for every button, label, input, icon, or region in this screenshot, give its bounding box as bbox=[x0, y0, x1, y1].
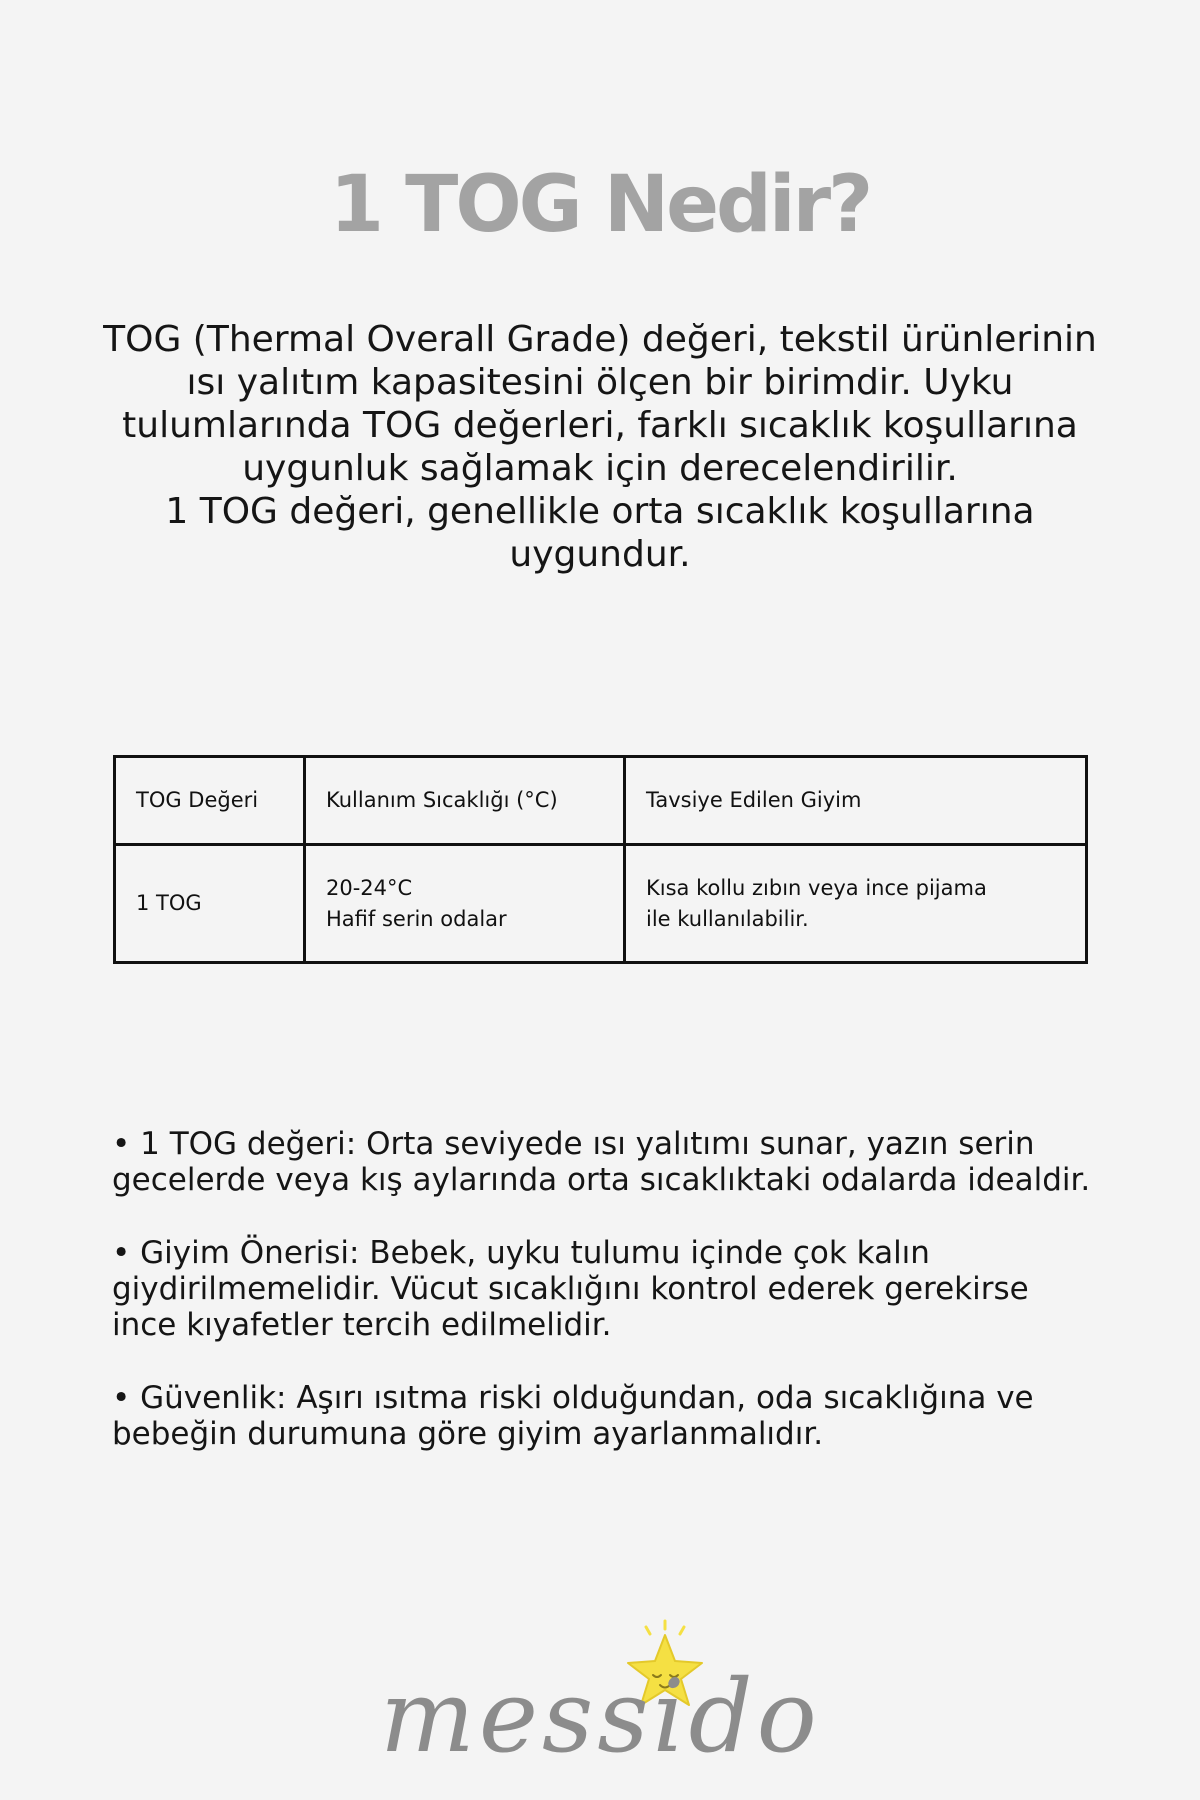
tog-table bbox=[113, 755, 1088, 964]
intro-paragraph-1: TOG (Thermal Overall Grade) değeri, tekstil ürünlerinin ısı yalıtım kapasitesini ölçen bir birimdir. Uyku tulumlarında TOG değerleri, farklı sıcaklık koşullarına uygunluk sağlamak için derecelendirilir. bbox=[103, 319, 1097, 489]
table-header-clothing: Tavsiye Edilen Giyim bbox=[625, 757, 1087, 845]
table-header-temperature: Kullanım Sıcaklığı (°C) bbox=[305, 757, 625, 845]
clothing-line-2: ile kullanılabilir. bbox=[646, 906, 809, 931]
intro-text bbox=[100, 318, 1100, 576]
bullet-safety: • Güvenlik: Aşırı ısıtma riski olduğundan, oda sıcaklığına ve bebeğin durumuna göre giyim ayarlanmalıdır. bbox=[112, 1380, 1034, 1452]
table-row bbox=[115, 845, 1087, 963]
clothing-line-1: Kısa kollu zıbın veya ince pijama bbox=[646, 875, 987, 900]
temperature-range: 20-24°C bbox=[326, 875, 413, 900]
table-header-row bbox=[115, 757, 1087, 845]
table-cell-temperature bbox=[305, 845, 625, 963]
bullet-list bbox=[112, 1126, 1092, 1489]
page-title: 1 TOG Nedir? bbox=[329, 160, 871, 250]
messido-logo bbox=[380, 1615, 840, 1765]
table-cell-clothing bbox=[625, 845, 1087, 963]
bullet-clothing-advice: • Giyim Önerisi: Bebek, uyku tulumu içinde çok kalın giydirilmemelidir. Vücut sıcaklığını kontrol ederek gerekirse ince kıyafetler tercih edilmelidir. bbox=[112, 1235, 1029, 1343]
bullet-tog-value: • 1 TOG değeri: Orta seviyede ısı yalıtımı sunar, yazın serin gecelerde veya kış aylarında orta sıcaklıktaki odalarda idealdir. bbox=[112, 1126, 1091, 1198]
intro-paragraph-2: 1 TOG değeri, genellikle orta sıcaklık koşullarına uygundur. bbox=[165, 491, 1035, 575]
logo-text: messido bbox=[380, 1658, 821, 1765]
table-header-tog: TOG Değeri bbox=[115, 757, 305, 845]
temperature-note: Hafif serin odalar bbox=[326, 906, 507, 931]
table-cell-tog: 1 TOG bbox=[115, 845, 305, 963]
